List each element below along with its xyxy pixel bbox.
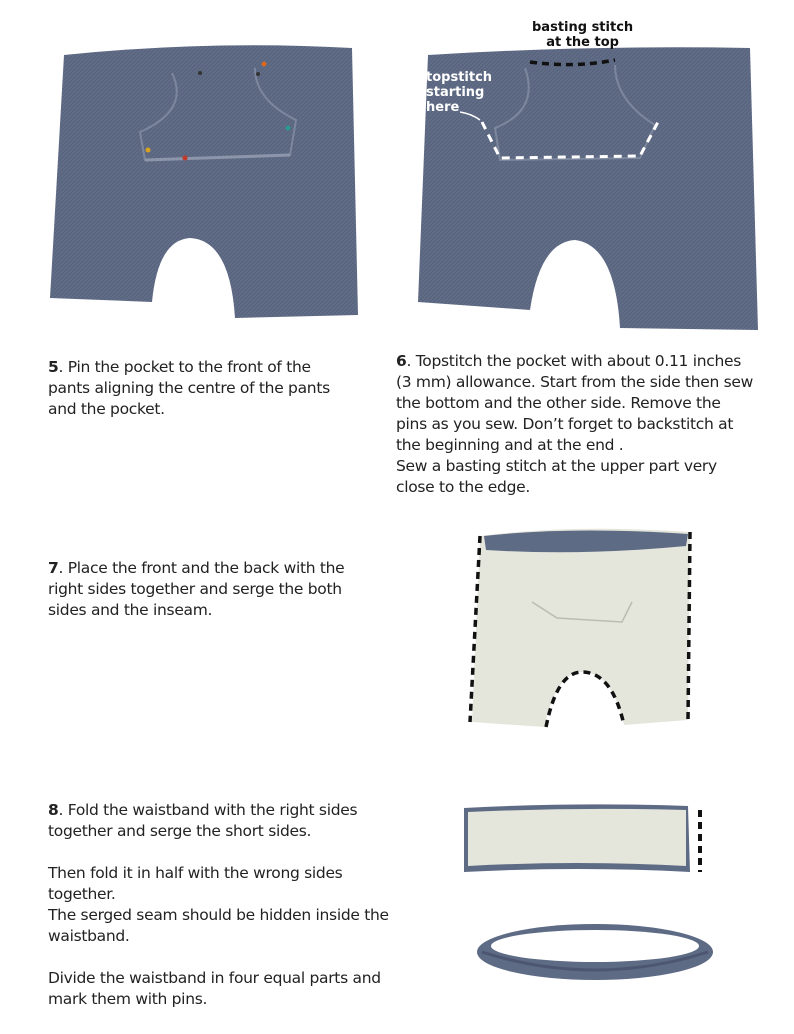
step-7-text <box>48 558 368 621</box>
topstitch-label-line: starting <box>426 85 485 100</box>
serged-pants-photo <box>462 522 702 740</box>
step-text: . Fold the waistband with the right sides <box>58 801 358 819</box>
step-5-text <box>48 357 351 420</box>
step-text: mark them with pins. <box>48 990 208 1008</box>
basting-label-line: basting stitch <box>532 20 634 35</box>
step-text: together and serge the short sides. <box>48 822 312 840</box>
step-text: The serged seam should be hidden inside the <box>48 906 389 924</box>
step-text: sides and the inseam. <box>48 601 213 619</box>
step-number: 8 <box>48 801 59 819</box>
step-text: Then fold it in half with the wrong sides together. <box>48 864 343 903</box>
topstitch-label-line: topstitch <box>426 70 493 85</box>
step-6-text <box>396 351 756 498</box>
basting-label <box>532 20 633 50</box>
step-text: and the pocket. <box>48 400 165 418</box>
step-number: 7 <box>48 559 59 577</box>
topstitch-label <box>426 70 492 115</box>
step-number: 5 <box>48 358 59 376</box>
step-text: the bottom and the other side. Remove the <box>396 394 721 412</box>
step-text: right sides together and serge the both <box>48 580 342 598</box>
step-text: Sew a basting stitch at the upper part very <box>396 457 717 475</box>
basting-label-line: at the top <box>546 35 619 50</box>
step-text: pants aligning the centre of the pants <box>48 379 330 397</box>
step-text: the beginning and at the end . <box>396 436 624 454</box>
step-text: pins as you sew. Don’t forget to backstitch at <box>396 415 734 433</box>
step-text: waistband. <box>48 927 130 945</box>
step-text: . Topstitch the pocket with about 0.11 inches <box>406 352 741 370</box>
step-text: Divide the waistband in four equal parts and <box>48 969 381 987</box>
step-text: . Pin the pocket to the front of the <box>58 358 311 376</box>
topstitch-label-line: here <box>426 100 460 115</box>
step-text: . Place the front and the back with the <box>58 559 345 577</box>
step-number: 6 <box>396 352 407 370</box>
step-text: close to the edge. <box>396 478 530 496</box>
waistband-loop-photo <box>470 918 720 993</box>
pinned-pocket-photo <box>40 40 375 340</box>
step-8-text <box>48 800 410 1010</box>
step-text: (3 mm) allowance. Start from the side then sew <box>396 373 754 391</box>
waistband-flat-photo <box>458 800 708 880</box>
